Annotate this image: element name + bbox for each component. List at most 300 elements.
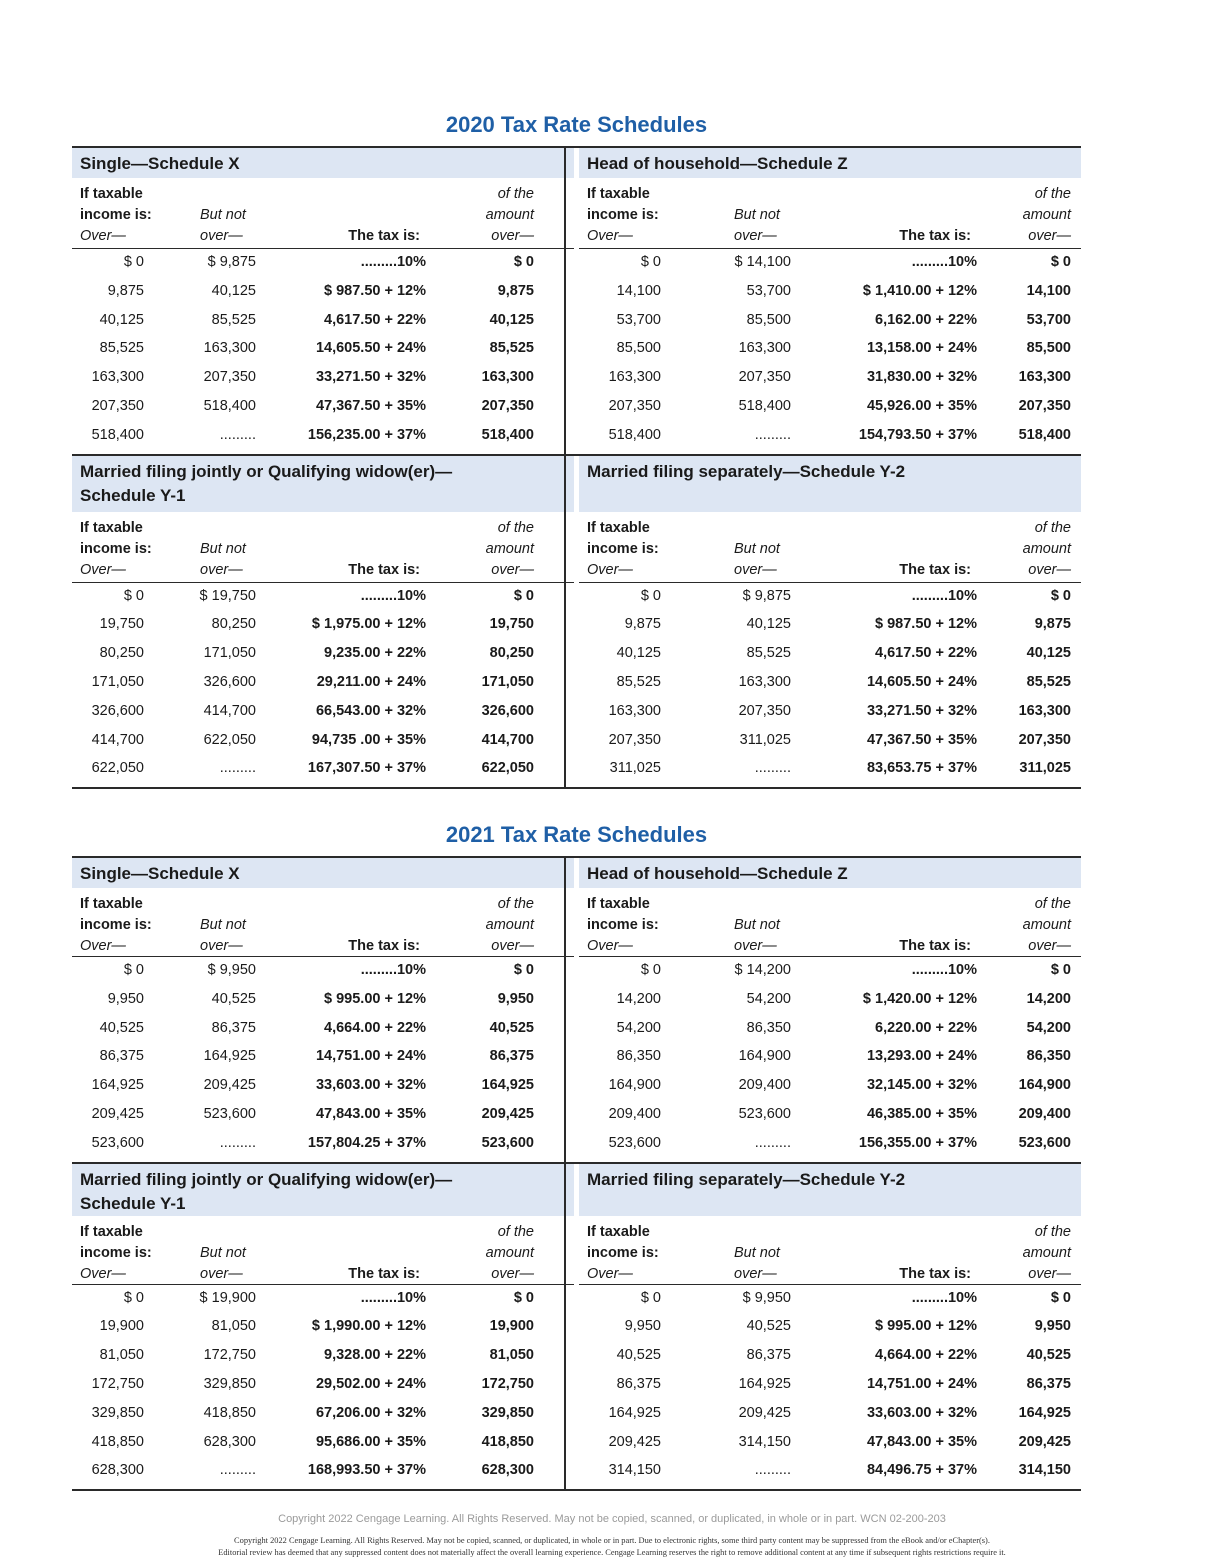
cell-over: 9,875: [624, 616, 661, 633]
cell-tax: 33,603.00 + 32%: [315, 1077, 426, 1094]
header-but-not-over: But not: [734, 917, 780, 933]
table-row: [72, 1106, 574, 1135]
table-row: [72, 991, 574, 1020]
table-row: [579, 1048, 1081, 1077]
cell-amount-over: 14,100: [1026, 282, 1071, 299]
cell-but-not-over: 207,350: [203, 369, 256, 386]
cell-over: 329,850: [91, 1404, 144, 1421]
header-but-not-over: over—: [734, 561, 777, 578]
header-of-the-amount-over: over—: [1028, 228, 1071, 244]
cell-tax: 45,926.00 + 35%: [866, 397, 977, 414]
cell-amount-over: 207,350: [1018, 731, 1071, 748]
cell-but-not-over: .........: [754, 426, 791, 443]
cell-over: 19,750: [99, 616, 144, 633]
cell-but-not-over: 40,125: [211, 282, 256, 299]
table-row: [72, 1405, 574, 1434]
cell-tax: $ 995.00 + 12%: [875, 1318, 977, 1335]
cell-but-not-over: 518,400: [203, 397, 256, 414]
cell-but-not-over: 209,425: [738, 1404, 791, 1421]
schedule-title: [579, 1164, 1081, 1216]
cell-over: 207,350: [91, 397, 144, 414]
header-the-tax-is: The tax is:: [899, 228, 971, 244]
cell-tax: $ 995.00 + 12%: [324, 990, 426, 1007]
table-row: [579, 1290, 1081, 1319]
header-but-not-over: But not: [734, 1244, 780, 1261]
cell-but-not-over: 172,750: [203, 1347, 256, 1364]
cell-over: 414,700: [91, 731, 144, 748]
cell-but-not-over: 54,200: [746, 990, 791, 1007]
schedule-title: [579, 858, 1081, 888]
cell-amount-over: $ 0: [513, 1289, 534, 1306]
column-headers: [579, 888, 1081, 956]
cell-over: 164,900: [608, 1077, 661, 1094]
schedule: [72, 1164, 574, 1490]
header-of-the-amount-over: of the: [1034, 186, 1071, 202]
cell-but-not-over: 326,600: [203, 673, 256, 690]
cell-tax: 67,206.00 + 32%: [315, 1404, 426, 1421]
cell-over: 209,425: [608, 1433, 661, 1450]
cell-over: 314,150: [608, 1462, 661, 1479]
header-but-not-over: over—: [734, 938, 777, 954]
header-divider: [72, 1284, 574, 1285]
cell-amount-over: 40,125: [1026, 645, 1071, 662]
schedule-rows: [579, 962, 1081, 1164]
table-row: [72, 1135, 574, 1164]
header-the-tax-is: The tax is:: [899, 938, 971, 954]
cell-amount-over: 80,250: [489, 645, 534, 662]
column-headers: [72, 1216, 574, 1284]
cell-tax: 66,543.00 + 32%: [315, 702, 426, 719]
header-taxable-income: If taxable: [80, 896, 143, 912]
cell-but-not-over: 85,525: [211, 311, 256, 328]
cell-but-not-over: 311,025: [739, 731, 791, 748]
cell-but-not-over: 414,700: [203, 702, 256, 719]
table-row: [579, 1135, 1081, 1164]
cell-tax: 14,751.00 + 24%: [315, 1048, 426, 1065]
cell-but-not-over: 163,300: [738, 673, 791, 690]
cell-but-not-over: $ 9,950: [207, 962, 256, 978]
cell-amount-over: 85,525: [1026, 673, 1071, 690]
cell-but-not-over: .........: [219, 1462, 256, 1479]
cell-but-not-over: 81,050: [211, 1318, 256, 1335]
cell-amount-over: 9,950: [497, 990, 534, 1007]
header-of-the-amount-over: of the: [497, 519, 534, 536]
cell-over: 172,750: [91, 1375, 144, 1392]
table-row: [579, 340, 1081, 369]
header-of-the-amount-over: of the: [1034, 519, 1071, 536]
table-row: [72, 1318, 574, 1347]
cell-over: $ 0: [640, 1289, 661, 1306]
header-the-tax-is: The tax is:: [348, 1265, 420, 1282]
cell-amount-over: 9,875: [1034, 616, 1071, 633]
cell-amount-over: 622,050: [481, 760, 534, 777]
cell-amount-over: 40,125: [489, 311, 534, 328]
cell-amount-over: 209,425: [1018, 1433, 1071, 1450]
cell-amount-over: 518,400: [1018, 426, 1071, 443]
cell-but-not-over: $ 9,875: [207, 254, 256, 270]
cell-but-not-over: 86,375: [746, 1347, 791, 1364]
cell-but-not-over: .........: [754, 1134, 791, 1151]
cell-tax: 29,211.00 + 24%: [316, 673, 426, 690]
cell-amount-over: 86,375: [489, 1048, 534, 1065]
cell-tax: 47,367.50 + 35%: [866, 731, 977, 748]
cell-amount-over: $ 0: [1050, 962, 1071, 978]
cell-amount-over: 209,425: [481, 1105, 534, 1122]
schedule-rows: [579, 254, 1081, 456]
cell-but-not-over: 523,600: [203, 1105, 256, 1122]
header-taxable-income: If taxable: [80, 519, 143, 536]
cell-over: 209,425: [91, 1105, 144, 1122]
schedule-pair: [72, 454, 1081, 788]
cell-tax: 29,502.00 + 24%: [315, 1375, 426, 1392]
header-taxable-income: Over—: [587, 228, 633, 244]
cell-tax: 4,617.50 + 22%: [875, 645, 977, 662]
schedule-rows: [579, 1290, 1081, 1492]
cell-tax: 47,843.00 + 35%: [866, 1433, 977, 1450]
cell-over: 418,850: [91, 1433, 144, 1450]
column-headers: [579, 512, 1081, 582]
table-row: [579, 1318, 1081, 1347]
cell-tax: 46,385.00 + 35%: [866, 1105, 977, 1122]
header-divider: [579, 248, 1081, 249]
header-taxable-income: Over—: [80, 1265, 126, 1282]
header-taxable-income: If taxable: [80, 1223, 143, 1240]
schedule-title-line: Married filing separately—Schedule Y-2: [587, 461, 906, 481]
table-row: [579, 991, 1081, 1020]
cell-but-not-over: .........: [219, 760, 256, 777]
cell-tax: 33,271.50 + 32%: [315, 369, 426, 386]
cell-but-not-over: 80,250: [211, 616, 256, 633]
table-row: [579, 1434, 1081, 1463]
cell-amount-over: 518,400: [481, 426, 534, 443]
table-row: [579, 1405, 1081, 1434]
cell-tax: .........10%: [911, 587, 977, 604]
schedule-title: [579, 148, 1081, 178]
header-taxable-income: income is:: [587, 917, 659, 933]
cell-over: 14,100: [616, 282, 661, 299]
cell-but-not-over: $ 9,950: [742, 1289, 791, 1306]
cell-but-not-over: 418,850: [203, 1404, 256, 1421]
table-row: [579, 1376, 1081, 1405]
cell-but-not-over: 86,375: [211, 1019, 256, 1036]
cell-over: 518,400: [91, 426, 144, 443]
cell-but-not-over: 164,925: [203, 1048, 256, 1065]
table-row: [579, 760, 1081, 789]
cell-over: $ 0: [123, 254, 144, 270]
cell-over: 40,525: [616, 1347, 661, 1364]
schedule-pair: [72, 148, 1081, 454]
cell-tax: 4,664.00 + 22%: [875, 1347, 977, 1364]
fine-print-line-1: Copyright 2022 Cengage Learning. All Rights Reserved. May not be copied, scanned, or duplicated, in whole or in part. Due to electronic rights, some third party content may be suppressed from the eBook and/or eChapter(s).: [234, 1536, 990, 1545]
cell-over: 9,950: [624, 1318, 661, 1335]
table-row: [72, 254, 574, 283]
schedules-grid: [72, 146, 1081, 789]
table-row: [72, 674, 574, 703]
cell-amount-over: 418,850: [481, 1433, 534, 1450]
table-row: [579, 674, 1081, 703]
header-taxable-income: Over—: [80, 561, 126, 578]
table-row: [72, 427, 574, 456]
schedule-title: [72, 148, 574, 178]
cell-over: 54,200: [616, 1019, 661, 1036]
cell-amount-over: 54,200: [1026, 1019, 1071, 1036]
table-row: [579, 645, 1081, 674]
table-row: [72, 1290, 574, 1319]
header-taxable-income: If taxable: [80, 186, 143, 202]
cell-but-not-over: 518,400: [738, 397, 791, 414]
header-the-tax-is: The tax is:: [348, 561, 420, 578]
cell-over: 163,300: [91, 369, 144, 386]
header-taxable-income: Over—: [80, 938, 126, 954]
cell-over: 209,400: [608, 1105, 661, 1122]
header-of-the-amount-over: over—: [491, 1265, 534, 1282]
table-row: [72, 732, 574, 761]
cell-amount-over: 523,600: [1018, 1134, 1071, 1151]
cell-tax: 6,162.00 + 22%: [875, 311, 977, 328]
header-but-not-over: But not: [200, 1244, 246, 1261]
cell-over: 163,300: [608, 369, 661, 386]
cell-but-not-over: 209,425: [203, 1077, 256, 1094]
cell-amount-over: 207,350: [481, 397, 534, 414]
cell-over: 86,375: [99, 1048, 144, 1065]
cell-tax: 94,735 .00 + 35%: [311, 731, 426, 748]
schedules-grid: [72, 856, 1081, 1491]
section-title: 2020 Tax Rate Schedules: [445, 112, 708, 137]
cell-over: 171,050: [91, 673, 144, 690]
cell-tax: 84,496.75 + 37%: [866, 1462, 977, 1479]
cell-but-not-over: .........: [219, 1134, 256, 1151]
header-divider: [72, 248, 574, 249]
cell-over: 523,600: [608, 1134, 661, 1151]
table-row: [579, 1106, 1081, 1135]
schedule: [579, 858, 1081, 1162]
header-divider: [72, 582, 574, 583]
cell-amount-over: 628,300: [481, 1462, 534, 1479]
cell-amount-over: 14,200: [1026, 990, 1071, 1007]
cell-over: 40,125: [616, 645, 661, 662]
copyright-footer: Copyright 2022 Cengage Learning. All Rights Reserved. May not be copied, scanned, or duplicated, in whole or in part. WCN 02-200-203: [278, 1513, 946, 1525]
cell-amount-over: 19,750: [489, 616, 534, 633]
schedule: [579, 456, 1081, 788]
cell-amount-over: $ 0: [513, 587, 534, 604]
header-of-the-amount-over: amount: [1022, 1244, 1071, 1261]
schedule-title-line: Single—Schedule X: [80, 154, 240, 173]
cell-but-not-over: 329,850: [203, 1375, 256, 1392]
cell-over: 207,350: [608, 397, 661, 414]
table-row: [579, 427, 1081, 456]
table-row: [579, 398, 1081, 427]
header-the-tax-is: The tax is:: [899, 561, 971, 578]
cell-tax: $ 1,975.00 + 12%: [311, 616, 426, 633]
schedule-title-line: Head of household—Schedule Z: [587, 864, 848, 883]
cell-over: 628,300: [91, 1462, 144, 1479]
header-but-not-over: over—: [200, 938, 243, 954]
table-row: [579, 1347, 1081, 1376]
cell-tax: 95,686.00 + 35%: [315, 1433, 426, 1450]
header-of-the-amount-over: over—: [1028, 1265, 1071, 1282]
cell-tax: 9,328.00 + 22%: [324, 1347, 426, 1364]
cell-tax: 47,367.50 + 35%: [315, 397, 426, 414]
cell-but-not-over: .........: [219, 426, 256, 443]
cell-tax: .........10%: [911, 962, 977, 978]
header-of-the-amount-over: over—: [1028, 561, 1071, 578]
cell-over: 164,925: [91, 1077, 144, 1094]
schedule-pair: [72, 1162, 1081, 1490]
header-divider: [579, 956, 1081, 957]
header-of-the-amount-over: amount: [485, 1244, 534, 1261]
cell-amount-over: 53,700: [1026, 311, 1071, 328]
cell-over: 163,300: [608, 702, 661, 719]
header-taxable-income: income is:: [587, 1244, 659, 1261]
header-taxable-income: Over—: [80, 228, 126, 244]
header-of-the-amount-over: of the: [497, 896, 534, 912]
cell-tax: .........10%: [360, 1289, 426, 1306]
header-of-the-amount-over: amount: [485, 207, 534, 223]
cell-over: 81,050: [99, 1347, 144, 1364]
cell-tax: .........10%: [911, 254, 977, 270]
header-but-not-over: But not: [200, 540, 246, 557]
schedule: [579, 1164, 1081, 1490]
header-but-not-over: over—: [200, 561, 243, 578]
cell-tax: .........10%: [911, 1289, 977, 1306]
cell-amount-over: 523,600: [481, 1134, 534, 1151]
cell-over: $ 0: [123, 1289, 144, 1306]
cell-but-not-over: 163,300: [738, 340, 791, 357]
cell-amount-over: 207,350: [1018, 397, 1071, 414]
header-of-the-amount-over: over—: [491, 228, 534, 244]
cell-tax: 32,145.00 + 32%: [866, 1077, 977, 1094]
cell-amount-over: 86,350: [1026, 1048, 1071, 1065]
table-row: [579, 616, 1081, 645]
table-row: [579, 283, 1081, 312]
header-divider: [579, 1284, 1081, 1285]
cell-tax: 14,751.00 + 24%: [866, 1375, 977, 1392]
cell-but-not-over: 86,350: [746, 1019, 791, 1036]
header-but-not-over: over—: [200, 1265, 243, 1282]
cell-but-not-over: 164,925: [738, 1375, 791, 1392]
cell-amount-over: 163,300: [1018, 702, 1071, 719]
table-row: [579, 254, 1081, 283]
header-divider: [579, 582, 1081, 583]
column-headers: [579, 1216, 1081, 1284]
cell-but-not-over: 622,050: [203, 731, 256, 748]
cell-but-not-over: .........: [754, 760, 791, 777]
cell-amount-over: 171,050: [481, 673, 534, 690]
cell-over: 85,525: [616, 673, 661, 690]
header-but-not-over: over—: [734, 1265, 777, 1282]
cell-tax: 33,603.00 + 32%: [866, 1404, 977, 1421]
header-of-the-amount-over: amount: [1022, 540, 1071, 557]
cell-over: 14,200: [616, 990, 661, 1007]
cell-but-not-over: $ 19,900: [199, 1289, 256, 1306]
header-taxable-income: income is:: [587, 207, 659, 223]
cell-over: 9,950: [107, 990, 144, 1007]
cell-amount-over: 329,850: [481, 1404, 534, 1421]
cell-tax: 13,158.00 + 24%: [866, 340, 977, 357]
table-row: [72, 703, 574, 732]
schedule: [72, 456, 574, 788]
table-row: [579, 703, 1081, 732]
cell-but-not-over: 40,525: [211, 990, 256, 1007]
header-but-not-over: over—: [200, 228, 243, 244]
cell-tax: 9,235.00 + 22%: [324, 645, 426, 662]
cell-tax: 157,804.25 + 37%: [307, 1134, 426, 1151]
column-headers: [72, 888, 574, 956]
cell-but-not-over: 628,300: [203, 1433, 256, 1450]
cell-tax: $ 987.50 + 12%: [324, 282, 426, 299]
table-row: [579, 732, 1081, 761]
schedule-title-line: Single—Schedule X: [80, 864, 240, 883]
cell-tax: .........10%: [360, 587, 426, 604]
cell-tax: 6,220.00 + 22%: [875, 1019, 977, 1036]
cell-over: $ 0: [640, 962, 661, 978]
cell-over: $ 0: [640, 254, 661, 270]
cell-but-not-over: 40,125: [746, 616, 791, 633]
table-row: [72, 1048, 574, 1077]
cell-over: 311,025: [609, 760, 661, 777]
table-row: [72, 340, 574, 369]
cell-tax: .........10%: [360, 254, 426, 270]
cell-tax: 156,355.00 + 37%: [858, 1134, 977, 1151]
schedule-title: [72, 456, 574, 512]
cell-tax: 13,293.00 + 24%: [866, 1048, 977, 1065]
cell-but-not-over: 40,525: [746, 1318, 791, 1335]
header-of-the-amount-over: over—: [491, 938, 534, 954]
cell-amount-over: 209,400: [1018, 1105, 1071, 1122]
cell-tax: 167,307.50 + 37%: [307, 760, 426, 777]
table-row: [579, 1077, 1081, 1106]
cell-tax: $ 1,410.00 + 12%: [862, 282, 977, 299]
schedule: [72, 148, 574, 454]
schedule-title-line: Married filing separately—Schedule Y-2: [587, 1169, 906, 1189]
cell-amount-over: 9,950: [1034, 1318, 1071, 1335]
cell-over: 207,350: [608, 731, 661, 748]
cell-over: 85,500: [616, 340, 661, 357]
cell-amount-over: 311,025: [1019, 760, 1071, 777]
header-of-the-amount-over: over—: [1028, 938, 1071, 954]
schedule-title-line: Schedule Y-1: [80, 485, 186, 505]
cell-but-not-over: $ 14,100: [734, 254, 791, 270]
schedule-title: [579, 456, 1081, 512]
table-row: [72, 369, 574, 398]
cell-tax: 154,793.50 + 37%: [858, 426, 977, 443]
schedule-rows: [579, 588, 1081, 790]
table-row: [579, 962, 1081, 991]
header-of-the-amount-over: amount: [485, 540, 534, 557]
cell-amount-over: 9,875: [497, 282, 534, 299]
section-title: 2021 Tax Rate Schedules: [445, 822, 708, 847]
cell-tax: 4,664.00 + 22%: [324, 1019, 426, 1036]
cell-but-not-over: .........: [754, 1462, 791, 1479]
cell-tax: 4,617.50 + 22%: [324, 311, 426, 328]
header-taxable-income: If taxable: [587, 896, 650, 912]
cell-but-not-over: 85,525: [746, 645, 791, 662]
cell-tax: 47,843.00 + 35%: [315, 1105, 426, 1122]
header-but-not-over: over—: [734, 228, 777, 244]
header-but-not-over: But not: [200, 207, 246, 223]
cell-amount-over: 85,500: [1026, 340, 1071, 357]
schedule-rows: [72, 254, 574, 456]
header-taxable-income: income is:: [80, 207, 152, 223]
cell-tax: 14,605.50 + 24%: [866, 673, 977, 690]
cell-amount-over: 172,750: [481, 1375, 534, 1392]
table-row: [72, 1434, 574, 1463]
header-taxable-income: income is:: [80, 917, 152, 933]
header-taxable-income: Over—: [587, 938, 633, 954]
table-row: [579, 1020, 1081, 1049]
schedule-pair: [72, 858, 1081, 1162]
header-of-the-amount-over: amount: [485, 917, 534, 933]
